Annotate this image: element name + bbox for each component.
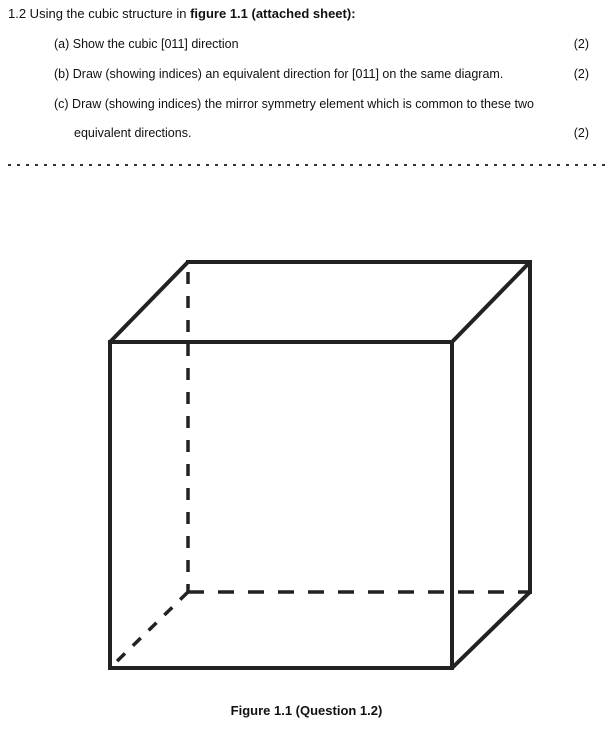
- part-b-text: (b) Draw (showing indices) an equivalent direction for [011] on the same diagram.: [54, 67, 504, 81]
- part-a-text: (a) Show the cubic [011] direction: [54, 37, 239, 51]
- part-c-continuation-text: equivalent directions.: [74, 126, 192, 140]
- cube-hidden-receding-edge: [110, 592, 188, 668]
- cube-top-right-receding-edge: [452, 262, 530, 342]
- cube-top-left-receding-edge: [110, 262, 188, 342]
- part-b-mark: (2): [573, 67, 589, 81]
- cube-diagram: [100, 248, 540, 683]
- cube-front-face: [110, 342, 452, 668]
- cut-off-next-question: [8, 160, 608, 166]
- question-heading-figure-ref: figure 1.1 (attached sheet):: [190, 6, 356, 21]
- question-heading-text: 1.2 Using the cubic structure in: [8, 6, 191, 21]
- part-c-text: (c) Draw (showing indices) the mirror symmetry element which is common to these two: [54, 97, 534, 111]
- part-c-mark: (2): [573, 126, 589, 140]
- cube-bottom-right-receding-edge: [452, 592, 530, 668]
- question-heading: [8, 6, 356, 21]
- figure-caption: Figure 1.1 (Question 1.2): [230, 703, 383, 718]
- part-a-mark: (2): [573, 37, 589, 51]
